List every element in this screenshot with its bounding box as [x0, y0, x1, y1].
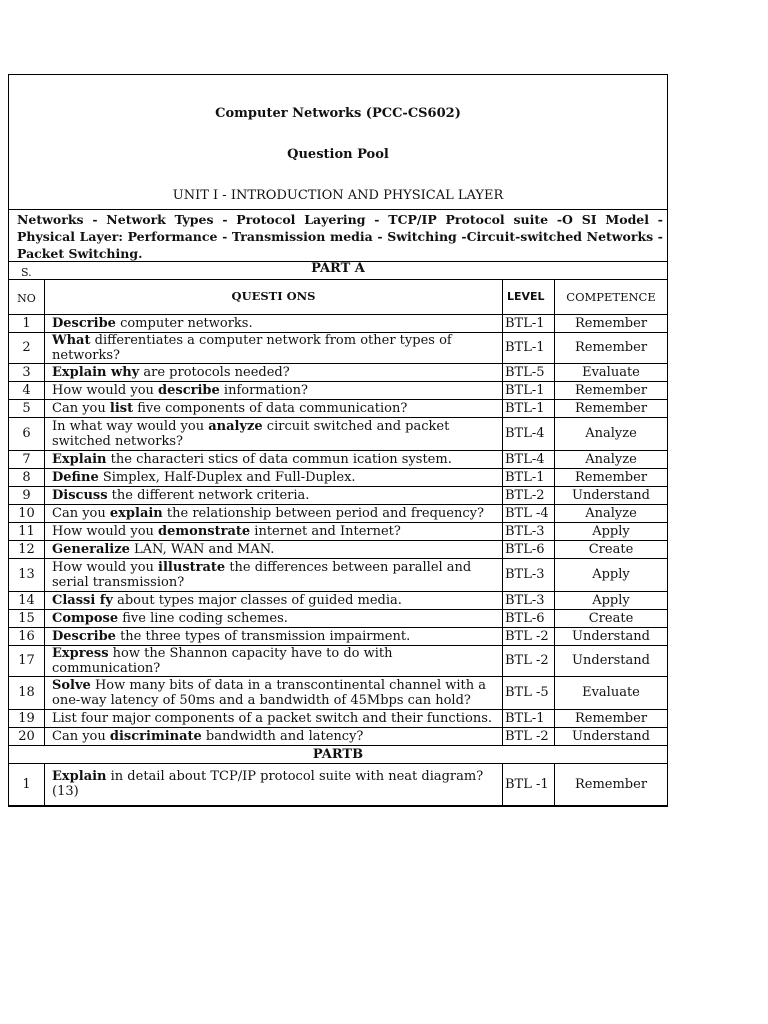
competence: Analyze	[555, 450, 668, 468]
bloom-level: BTL-4	[503, 417, 555, 450]
competence: Understand	[555, 727, 668, 745]
bloom-level: BTL-3	[503, 591, 555, 609]
part-b-title: PARTB	[9, 745, 667, 763]
part-a-title: PART A	[311, 261, 365, 276]
question-row	[9, 727, 667, 745]
question-row	[9, 450, 667, 468]
bloom-level: BTL -5	[503, 676, 555, 709]
question-text	[45, 591, 503, 609]
part-a-header	[9, 262, 667, 280]
question-text	[45, 381, 503, 399]
question-number: 6	[9, 417, 45, 450]
question-keyword: Describe	[52, 315, 116, 331]
question-number: 18	[9, 676, 45, 709]
bloom-level: BTL -2	[503, 645, 555, 676]
question-keyword: Explain	[52, 451, 107, 467]
question-prefix: Can you	[52, 400, 110, 416]
question-number: 3	[9, 363, 45, 381]
bloom-level: BTL-3	[503, 522, 555, 540]
bloom-level: BTL-3	[503, 558, 555, 591]
question-text	[45, 332, 503, 363]
column-competence: COMPETENCE	[555, 280, 668, 314]
competence: Remember	[555, 763, 668, 805]
question-suffix: circuit switched and packet switched networks?	[52, 418, 450, 449]
question-row	[9, 468, 667, 486]
bloom-level: BTL-1	[503, 709, 555, 727]
column-no: NO	[9, 280, 45, 314]
question-number: 16	[9, 627, 45, 645]
question-prefix: How would you	[52, 382, 159, 398]
question-text	[45, 468, 503, 486]
question-number: 20	[9, 727, 45, 745]
bloom-level: BTL -1	[503, 763, 555, 805]
bloom-level: BTL -4	[503, 504, 555, 522]
question-row	[9, 486, 667, 504]
question-prefix: In what way would you	[52, 418, 209, 434]
question-suffix: differentiates a computer network from other types of networks?	[52, 332, 452, 363]
question-number: 11	[9, 522, 45, 540]
question-suffix: LAN, WAN and MAN.	[129, 541, 275, 557]
question-number: 4	[9, 381, 45, 399]
question-suffix: the relationship between period and frequency?	[162, 505, 484, 521]
question-suffix: five components of data communication?	[133, 400, 408, 416]
question-number: 2	[9, 332, 45, 363]
competence: Understand	[555, 645, 668, 676]
question-row	[9, 504, 667, 522]
competence: Remember	[555, 381, 668, 399]
question-row	[9, 540, 667, 558]
question-suffix: about types major classes of guided media.	[112, 592, 402, 608]
bloom-level: BTL-6	[503, 540, 555, 558]
question-keyword: list	[109, 400, 134, 416]
bloom-level: BTL-5	[503, 363, 555, 381]
competence: Analyze	[555, 504, 668, 522]
bloom-level: BTL-4	[503, 450, 555, 468]
question-number: 14	[9, 591, 45, 609]
question-table	[9, 280, 667, 806]
question-suffix: how the Shannon capacity have to do with communication?	[52, 645, 393, 676]
question-number: 12	[9, 540, 45, 558]
competence: Understand	[555, 486, 668, 504]
question-text	[45, 709, 503, 727]
question-row	[9, 627, 667, 645]
question-suffix: internet and Internet?	[250, 523, 401, 539]
bloom-level: BTL-2	[503, 486, 555, 504]
syllabus-text: Networks - Network Types - Protocol Layering - TCP/IP Protocol suite -O SI Model - Physical Layer: Performance - Transmission media - Switching -Circuit-switched Networks - Packet Switching.	[9, 210, 667, 262]
bloom-level: BTL -2	[503, 627, 555, 645]
question-row	[9, 609, 667, 627]
question-keyword: What	[52, 332, 91, 348]
question-row	[9, 314, 667, 332]
part-b-header	[9, 745, 667, 763]
question-row	[9, 363, 667, 381]
question-suffix: five line coding schemes.	[118, 610, 288, 626]
document-header	[9, 75, 667, 210]
question-suffix: Simplex, Half-Duplex and Full-Duplex.	[98, 469, 356, 485]
question-prefix: How would you	[52, 523, 159, 539]
question-keyword: analyze	[208, 418, 263, 434]
competence: Understand	[555, 627, 668, 645]
bloom-level: BTL-6	[503, 609, 555, 627]
question-keyword: Compose	[52, 610, 119, 626]
course-title: Computer Networks (PCC-CS602)	[215, 106, 461, 121]
competence: Remember	[555, 314, 668, 332]
question-row	[9, 645, 667, 676]
question-keyword: illustrate	[158, 559, 226, 575]
column-question: QUESTI ONS	[45, 280, 503, 314]
column-level: LEVEL	[503, 280, 555, 314]
question-text	[45, 417, 503, 450]
question-number: 10	[9, 504, 45, 522]
competence: Remember	[555, 468, 668, 486]
sno-label-top: S.	[21, 266, 32, 279]
question-keyword: Describe	[52, 628, 116, 644]
question-text	[45, 450, 503, 468]
question-keyword: Explain	[52, 769, 107, 784]
competence: Create	[555, 540, 668, 558]
question-number: 19	[9, 709, 45, 727]
question-keyword: discriminate	[109, 728, 202, 744]
question-row	[9, 558, 667, 591]
competence: Remember	[555, 332, 668, 363]
question-number: 8	[9, 468, 45, 486]
question-row	[9, 399, 667, 417]
question-keyword: describe	[158, 382, 220, 398]
question-text	[45, 763, 503, 805]
question-keyword: Discuss	[52, 487, 108, 503]
competence: Remember	[555, 709, 668, 727]
question-text	[45, 399, 503, 417]
question-row	[9, 381, 667, 399]
question-text	[45, 645, 503, 676]
question-prefix: Can you	[52, 728, 110, 744]
question-text	[45, 627, 503, 645]
question-number: 1	[9, 314, 45, 332]
question-suffix: the characteri stics of data commun ication system.	[106, 451, 452, 467]
competence: Apply	[555, 522, 668, 540]
question-prefix: Can you	[52, 505, 110, 521]
question-text	[45, 522, 503, 540]
question-text	[45, 676, 503, 709]
question-number: 5	[9, 399, 45, 417]
question-row	[9, 591, 667, 609]
question-keyword: demonstrate	[158, 523, 251, 539]
question-suffix: the different network criteria.	[107, 487, 310, 503]
question-keyword: Define	[52, 469, 99, 485]
competence: Apply	[555, 558, 668, 591]
question-keyword: Express	[52, 645, 109, 661]
question-text	[45, 558, 503, 591]
pool-title: Question Pool	[287, 147, 389, 162]
bloom-level: BTL-1	[503, 399, 555, 417]
bloom-level: BTL-1	[503, 332, 555, 363]
competence: Apply	[555, 591, 668, 609]
competence: Remember	[555, 399, 668, 417]
question-suffix: the differences between parallel and serial transmission?	[52, 559, 472, 590]
question-suffix: computer networks.	[115, 315, 253, 331]
competence: Analyze	[555, 417, 668, 450]
question-text	[45, 486, 503, 504]
question-suffix: bandwidth and latency?	[201, 728, 364, 744]
question-prefix: How would you	[52, 559, 159, 575]
question-row	[9, 332, 667, 363]
question-number: 9	[9, 486, 45, 504]
competence: Evaluate	[555, 676, 668, 709]
competence: Evaluate	[555, 363, 668, 381]
question-suffix: information?	[219, 382, 308, 398]
question-row	[9, 709, 667, 727]
question-keyword: explain	[109, 505, 163, 521]
column-header-row	[9, 280, 667, 314]
question-number: 7	[9, 450, 45, 468]
bloom-level: BTL -2	[503, 727, 555, 745]
question-prefix: List four major components of a packet switch and their functions.	[52, 710, 493, 726]
bloom-level: BTL-1	[503, 468, 555, 486]
question-number: 17	[9, 645, 45, 676]
unit-title: UNIT I - INTRODUCTION AND PHYSICAL LAYER	[172, 188, 504, 203]
question-row	[9, 417, 667, 450]
question-row	[9, 676, 667, 709]
question-keyword: Classi fy	[52, 592, 113, 608]
question-number: 15	[9, 609, 45, 627]
question-text	[45, 504, 503, 522]
bloom-level: BTL-1	[503, 314, 555, 332]
question-suffix: the three types of transmission impairment.	[115, 628, 411, 644]
question-keyword: Generalize	[52, 541, 130, 557]
question-keyword: Explain why	[52, 364, 140, 380]
question-keyword: Solve	[52, 677, 91, 693]
bloom-level: BTL-1	[503, 381, 555, 399]
question-text	[45, 363, 503, 381]
question-pool-sheet	[8, 74, 668, 807]
question-text	[45, 540, 503, 558]
question-suffix: are protocols needed?	[139, 364, 290, 380]
question-text	[45, 609, 503, 627]
question-number: 13	[9, 558, 45, 591]
competence: Create	[555, 609, 668, 627]
question-number: 1	[9, 763, 45, 805]
question-suffix: How many bits of data in a transcontinental channel with a one-way latency of 50ms and a bandwidth of 45Mbps can hold?	[52, 677, 487, 708]
question-row	[9, 763, 667, 805]
question-text	[45, 727, 503, 745]
question-row	[9, 522, 667, 540]
question-suffix: in detail about TCP/IP protocol suite with neat diagram? (13)	[52, 769, 484, 799]
question-text	[45, 314, 503, 332]
